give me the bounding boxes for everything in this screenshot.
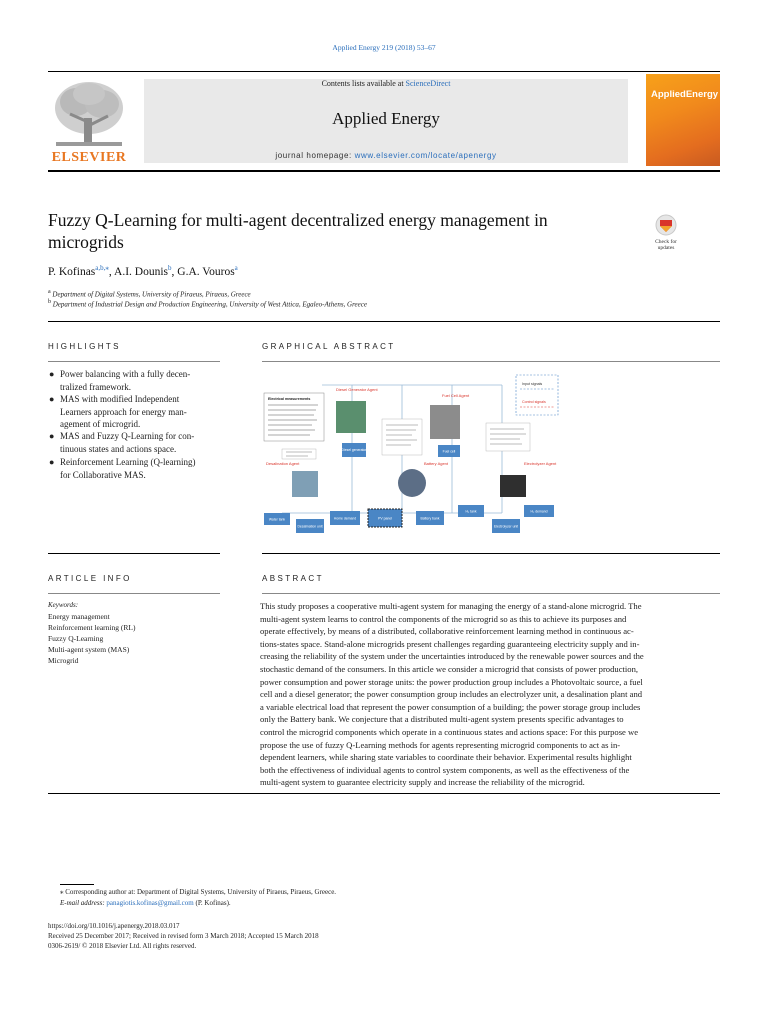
section-rule (48, 321, 720, 322)
highlight-line: Power balancing with a fully decen- (60, 369, 191, 379)
highlights-heading: HIGHLIGHTS (48, 342, 121, 351)
journal-reference[interactable]: Applied Energy 219 (2018) 53–67 (332, 43, 436, 52)
bullet-icon: ● (49, 369, 55, 379)
water-tank-label: Water tank (268, 517, 286, 522)
keyword: Microgrid (48, 656, 79, 665)
homepage-link[interactable]: www.elsevier.com/locate/apenergy (354, 151, 497, 160)
homepage-label: journal homepage: (275, 151, 355, 160)
fuel-cell-agent-label: Fuel Cell Agent (442, 393, 470, 398)
elsevier-wordmark[interactable]: ELSEVIER (51, 150, 127, 165)
article-info-heading: ARTICLE INFO (48, 574, 132, 583)
header-top-rule (48, 71, 720, 72)
highlight-item (60, 430, 220, 455)
corresponding-author-note (60, 888, 336, 896)
graphical-abstract-heading: GRAPHICAL ABSTRACT (262, 342, 396, 351)
article-title (48, 209, 628, 253)
affiliation-mark: a (48, 289, 51, 295)
header-bottom-rule (48, 170, 720, 172)
keywords-label: Keywords: (48, 601, 79, 609)
author-separator: , (171, 265, 178, 278)
abstract-heading: ABSTRACT (262, 574, 324, 583)
footnote-rule (60, 884, 94, 885)
electrolyzer-agent-label: Electrolyzer Agent (524, 461, 557, 466)
section-rule (262, 553, 720, 554)
highlight-item (60, 456, 220, 481)
email-label: E-mail address: (60, 899, 107, 907)
author-separator: , (108, 265, 115, 278)
abstract-line: operate effectively, by means of a distributed, collaborative reinforcement learning method in continuous ac- (260, 626, 634, 637)
subsection-rule (48, 361, 220, 362)
desalination-unit-image (292, 471, 318, 497)
crossmark-line-1: Check for (655, 239, 677, 245)
sciencedirect-link[interactable]: ScienceDirect (405, 79, 451, 88)
abstract-line: tions-states space. Stand-alone microgrids present challenges regarding guaranteeing electricity supply and in- (260, 638, 640, 649)
subsection-rule (262, 593, 720, 594)
subsection-rule (262, 361, 720, 362)
keyword: Reinforcement learning (RL) (48, 623, 136, 632)
h2-tank-label: H₂ tank (465, 509, 477, 514)
check-for-updates-badge[interactable] (648, 213, 684, 253)
author-name[interactable]: G.A. Vouros (177, 265, 235, 278)
highlight-line: Reinforcement Learning (Q-learning) (60, 457, 196, 467)
email-note (60, 899, 231, 907)
title-line-2: microgrids (48, 232, 124, 252)
electrolyzer-unit-label: Electrolyzer unit (493, 524, 519, 529)
diesel-generator-label: Diesel generator (341, 448, 367, 452)
highlight-line: MAS and Fuzzy Q-Learning for con- (60, 431, 195, 441)
abstract-line: propose the use of fuzzy Q-Learning methods for agents representing microgrid components to act as in- (260, 739, 621, 750)
keyword: Energy management (48, 612, 110, 621)
affiliation-a (48, 289, 251, 298)
input-signals-label: Input signals (522, 382, 543, 386)
abstract-line: control the microgrid components which operate in a continuous states and actions space: For this purpose we (260, 726, 639, 737)
abstract-line: only the Battery bank. We conjecture that a distributed multi-agent system presents specific advantages to (260, 714, 624, 725)
affiliation-b (48, 299, 367, 308)
abstract-line: a variable electrical load that represent the power consumption of a building; the power storage group includes (260, 701, 641, 712)
abstract-line: creasing the reliability of the system under the uncertainties introduced by the renewable power sources and the (260, 651, 644, 662)
keyword: Fuzzy Q-Learning (48, 634, 104, 643)
abstract-line: multi-agent system to guarantee electricity supply and increase the reliability of the microgrid. (260, 777, 585, 788)
fuel-cell-label: Fuel cell (442, 449, 456, 454)
bullet-icon: ● (49, 394, 55, 404)
author-name[interactable]: A.I. Dounis (114, 265, 169, 278)
electrolyzer-image (500, 475, 526, 497)
abstract-line: cell and a diesel generator; the power consumption group includes an electrolyzer unit, a desalination plant and (260, 689, 643, 700)
highlight-line: agement of microgrid. (60, 419, 141, 429)
diesel-agent-label: Diesel Generator Agent (336, 387, 378, 392)
abstract-line: power consumption and power storage units: the power production group includes a Photovoltaic source, a fuel (260, 676, 643, 687)
abstract-line: both the effectiveness of individual agents to control system components, as well as the effectiveness of the (260, 764, 630, 775)
bullet-icon: ● (49, 431, 55, 441)
cover-title: AppliedEnergy (651, 89, 719, 100)
doi-link[interactable]: https://doi.org/10.1016/j.apenergy.2018.03.017 (48, 922, 180, 930)
bullet-icon: ● (49, 457, 55, 467)
graphical-abstract-diagram[interactable] (262, 373, 562, 538)
contents-prefix: Contents lists available at (321, 79, 406, 88)
pv-panel-label: PV panel (378, 516, 392, 521)
copyright-line: 0306-2619/ © 2018 Elsevier Ltd. All rights reserved. (48, 942, 197, 950)
received-dates: Received 25 December 2017; Received in revised form 3 March 2018; Accepted 15 March 2018 (48, 932, 319, 940)
section-rule (48, 793, 720, 794)
desalination-agent-label: Desalination Agent (266, 461, 300, 466)
highlight-item (60, 393, 220, 431)
affiliation-text: Department of Industrial Design and Production Engineering, University of West Attica, Egaleo-Athens, Greece (52, 300, 367, 309)
abstract-line: This study proposes a cooperative multi-agent system for managing the energy of a stand-alone microgrid. The (260, 601, 642, 611)
section-rule (48, 553, 220, 554)
abstract-body (260, 600, 720, 789)
highlight-line: tralized framework. (60, 381, 131, 392)
footnote-text: Corresponding author at: Department of Digital Systems, University of Piraeus, Piraeus, Greece. (63, 888, 337, 896)
h2-demand-label: H₂ demand (530, 509, 548, 514)
battery-bank-image (398, 469, 426, 497)
contents-line (144, 79, 628, 88)
abstract-line: stochastic demand of the consumers. In this article we consider a microgrid that consists of power production, (260, 663, 639, 674)
highlight-line: Learners approach for energy man- (60, 406, 187, 417)
journal-name: Applied Energy (332, 109, 440, 128)
abstract-line: dependent learners, while sharing state variables to coordinate their behavior. Experimental results highlight (260, 752, 632, 763)
highlight-item (60, 368, 220, 393)
author-affiliation-mark[interactable]: a,b,⁎ (95, 264, 109, 272)
fuel-cell-image (430, 405, 460, 439)
battery-agent-label: Battery Agent (424, 461, 449, 466)
battery-bank-label: Battery bank (420, 516, 440, 521)
email-link[interactable]: panagiotis.kofinas@gmail.com (106, 899, 194, 907)
highlight-line: tinuous states and actions space. (60, 443, 177, 454)
keyword: Multi-agent system (MAS) (48, 645, 130, 654)
subsection-rule (48, 593, 220, 594)
author-affiliation-mark[interactable]: a (234, 264, 238, 272)
journal-homepage (144, 151, 628, 160)
highlight-line: MAS with modified Independent (60, 394, 180, 404)
abstract-line: multi-agent system learns to control the components of the microgrid so as this to achieve its purposes and (260, 613, 627, 624)
author-name[interactable]: P. Kofinas (48, 265, 96, 278)
home-demand-label: Home demand (333, 516, 357, 521)
control-signals-label: Control signals (522, 400, 546, 404)
title-line-1: Fuzzy Q-Learning for multi-agent decentralized energy management in (48, 210, 548, 230)
crossmark-line-2: updates (657, 245, 675, 251)
affiliation-mark: b (48, 299, 51, 305)
desalination-unit-label: Desalination unit (297, 524, 323, 529)
diesel-generator-image (336, 401, 366, 433)
footnote-mark: ⁎ (60, 888, 64, 896)
highlight-line: for Collaborative MAS. (60, 469, 146, 480)
journal-cover-image[interactable] (646, 74, 720, 166)
author-affiliation-mark[interactable]: b (168, 264, 172, 272)
electrical-measurements-label: Electrical measurements (268, 397, 311, 401)
email-suffix: (P. Kofinas). (193, 899, 231, 907)
author-list (48, 264, 238, 278)
affiliation-text: Department of Digital Systems, University of Piraeus, Piraeus, Greece (52, 290, 251, 299)
